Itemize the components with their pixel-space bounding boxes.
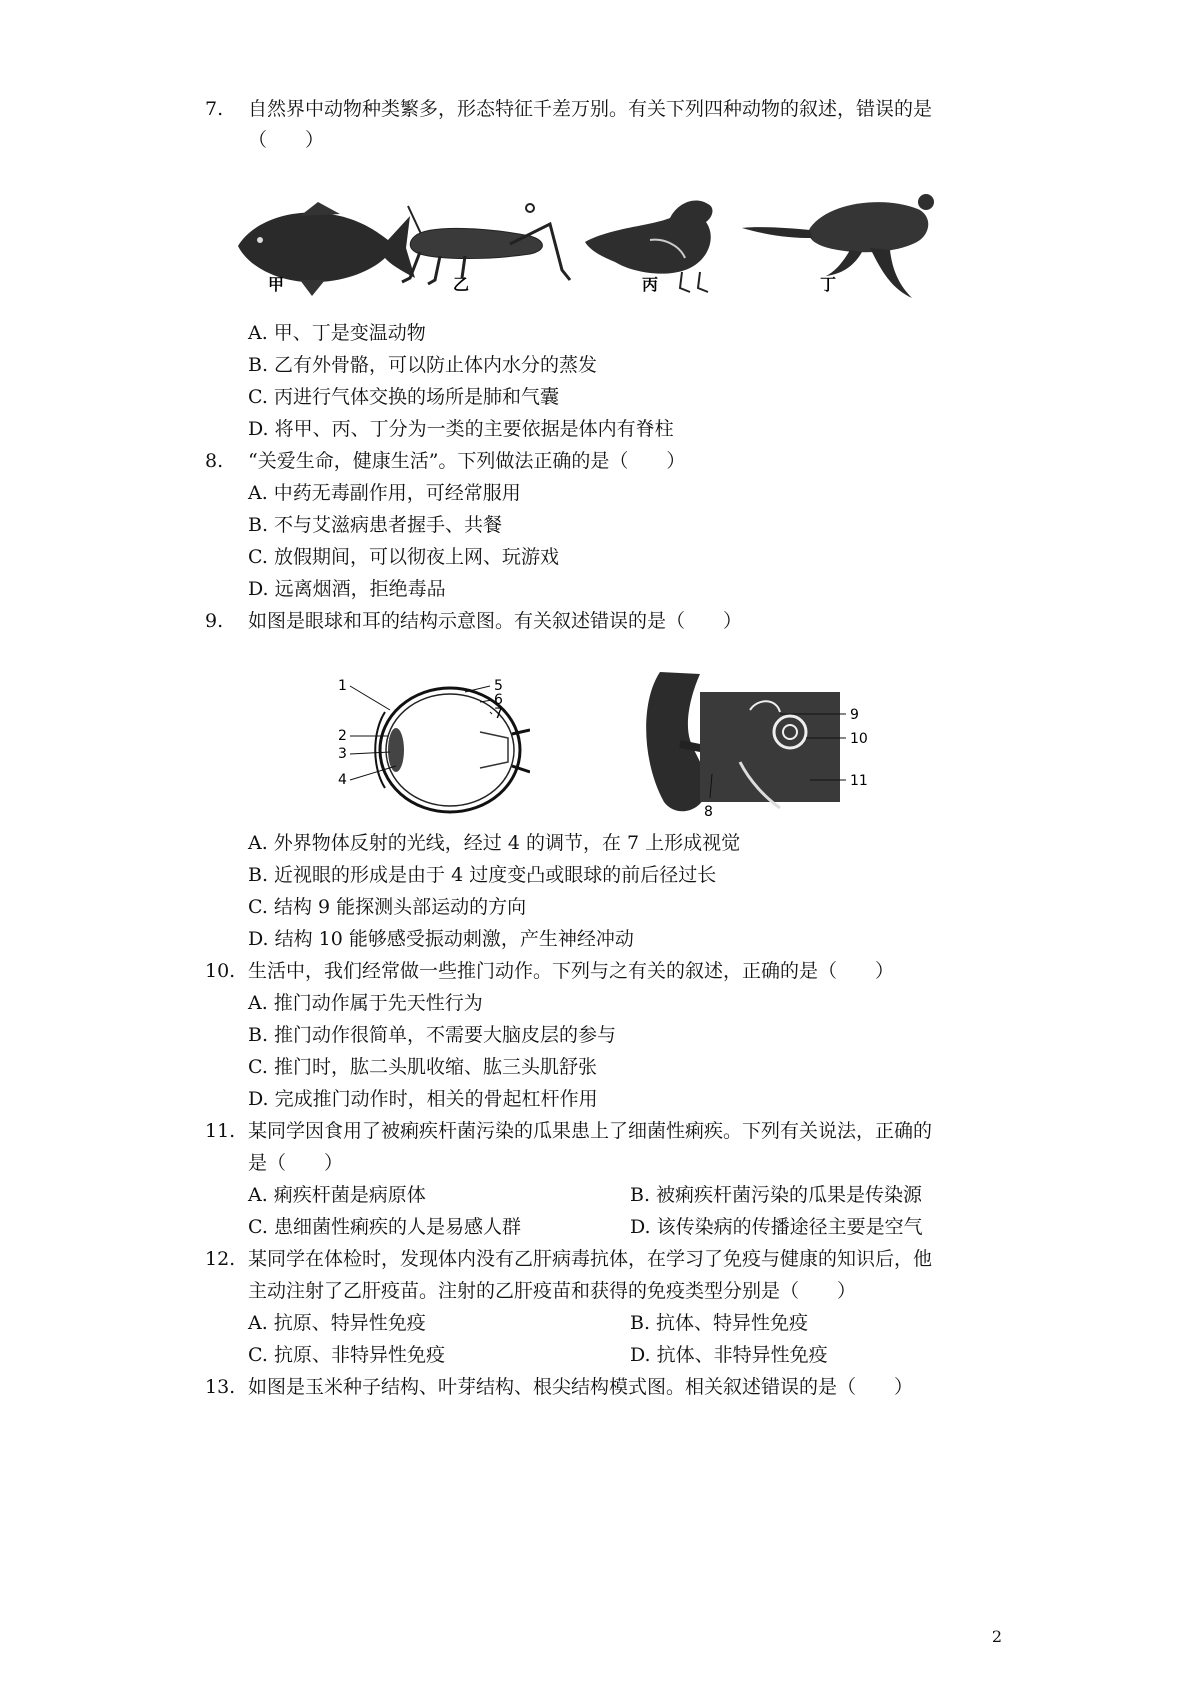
q11-option-c: C. 患细菌性痢疾的人是易感人群 [248,1216,521,1238]
animals-figure [230,188,975,313]
q12-stem-line1: 某同学在体检时，发现体内没有乙肝病毒抗体，在学习了免疫与健康的知识后，他 [248,1248,933,1270]
turtle-image [742,194,934,298]
eye-label-2: 2 [338,728,347,744]
ear-label-11: 11 [850,773,868,789]
ear-label-8: 8 [704,804,713,820]
ear-label-10: 10 [850,731,868,747]
q10-number: 10. [205,960,236,982]
q9-option-b: B. 近视眼的形成是由于 4 过度变凸或眼球的前后径过长 [248,864,717,886]
q12-option-c: C. 抗原、非特异性免疫 [248,1344,445,1366]
q9-option-d: D. 结构 10 能够感受振动刺激，产生神经冲动 [248,928,634,950]
ear-label-9: 9 [850,707,859,723]
eye-label-7: 7 [494,706,503,722]
eye-label-4: 4 [338,772,347,788]
caption-jia: 甲 [268,275,285,294]
q11-option-d: D. 该传染病的传播途径主要是空气 [630,1216,923,1238]
q9-number: 9. [205,610,224,632]
q7-option-a: A. 甲、丁是变温动物 [248,322,426,344]
q12-stem-line2: 主动注射了乙肝疫苗。注射的乙肝疫苗和获得的免疫类型分别是（ ） [248,1280,857,1302]
q8-option-a: A. 中药无毒副作用，可经常服用 [248,482,521,504]
q7-option-d: D. 将甲、丙、丁分为一类的主要依据是体内有脊柱 [248,418,674,440]
fish-image [238,202,415,296]
eye-label-5: 5 [494,678,503,694]
q12-option-a: A. 抗原、特异性免疫 [248,1312,426,1334]
q8-stem: “关爱生命，健康生活”。下列做法正确的是（ ） [248,450,686,472]
grasshopper-image [402,204,570,284]
q10-option-c: C. 推门时，肱二头肌收缩、肱三头肌舒张 [248,1056,597,1078]
q10-option-d: D. 完成推门动作时，相关的骨起杠杆作用 [248,1088,598,1110]
eye-label-3: 3 [338,746,347,762]
caption-yi: 乙 [453,275,470,294]
q8-option-d: D. 远离烟酒，拒绝毒品 [248,578,446,600]
q7-stem-line2: （ ） [248,129,325,151]
q10-option-a: A. 推门动作属于先天性行为 [248,992,483,1014]
q13-number: 13. [205,1376,236,1398]
q7-stem-line1: 自然界中动物种类繁多，形态特征千差万别。有关下列四种动物的叙述，错误的是 [248,98,933,120]
eye-label-1: 1 [338,678,347,694]
ear-diagram [640,662,880,822]
q11-number: 11. [205,1120,236,1142]
q9-option-c: C. 结构 9 能探测头部运动的方向 [248,896,527,918]
caption-bing: 丙 [642,275,659,294]
q8-option-c: C. 放假期间，可以彻夜上网、玩游戏 [248,546,559,568]
q7-number: 7. [205,98,224,120]
q11-stem-line2: 是（ ） [248,1152,344,1174]
q10-stem: 生活中，我们经常做一些推门动作。下列与之有关的叙述，正确的是（ ） [248,960,895,982]
q11-stem-line1: 某同学因食用了被痢疾杆菌污染的瓜果患上了细菌性痢疾。下列有关说法，正确的 [248,1120,933,1142]
q12-number: 12. [205,1248,236,1270]
q7-option-b: B. 乙有外骨骼，可以防止体内水分的蒸发 [248,354,598,376]
q12-option-d: D. 抗体、非特异性免疫 [630,1344,828,1366]
q9-stem: 如图是眼球和耳的结构示意图。有关叙述错误的是（ ） [248,610,743,632]
q11-option-a: A. 痢疾杆菌是病原体 [248,1184,426,1206]
q11-option-b: B. 被痢疾杆菌污染的瓜果是传染源 [630,1184,923,1206]
q13-stem: 如图是玉米种子结构、叶芽结构、根尖结构模式图。相关叙述错误的是（ ） [248,1376,914,1398]
q8-number: 8. [205,450,224,472]
q12-option-b: B. 抗体、特异性免疫 [630,1312,809,1334]
page-number: 2 [991,1627,1002,1646]
q7-option-c: C. 丙进行气体交换的场所是肺和气囊 [248,386,559,408]
eye-diagram [330,672,530,822]
q8-option-b: B. 不与艾滋病患者握手、共餐 [248,514,503,536]
caption-ding: 丁 [820,275,837,294]
eye-label-6: 6 [494,692,503,708]
q9-option-a: A. 外界物体反射的光线，经过 4 的调节，在 7 上形成视觉 [248,832,741,854]
q10-option-b: B. 推门动作很简单，不需要大脑皮层的参与 [248,1024,617,1046]
